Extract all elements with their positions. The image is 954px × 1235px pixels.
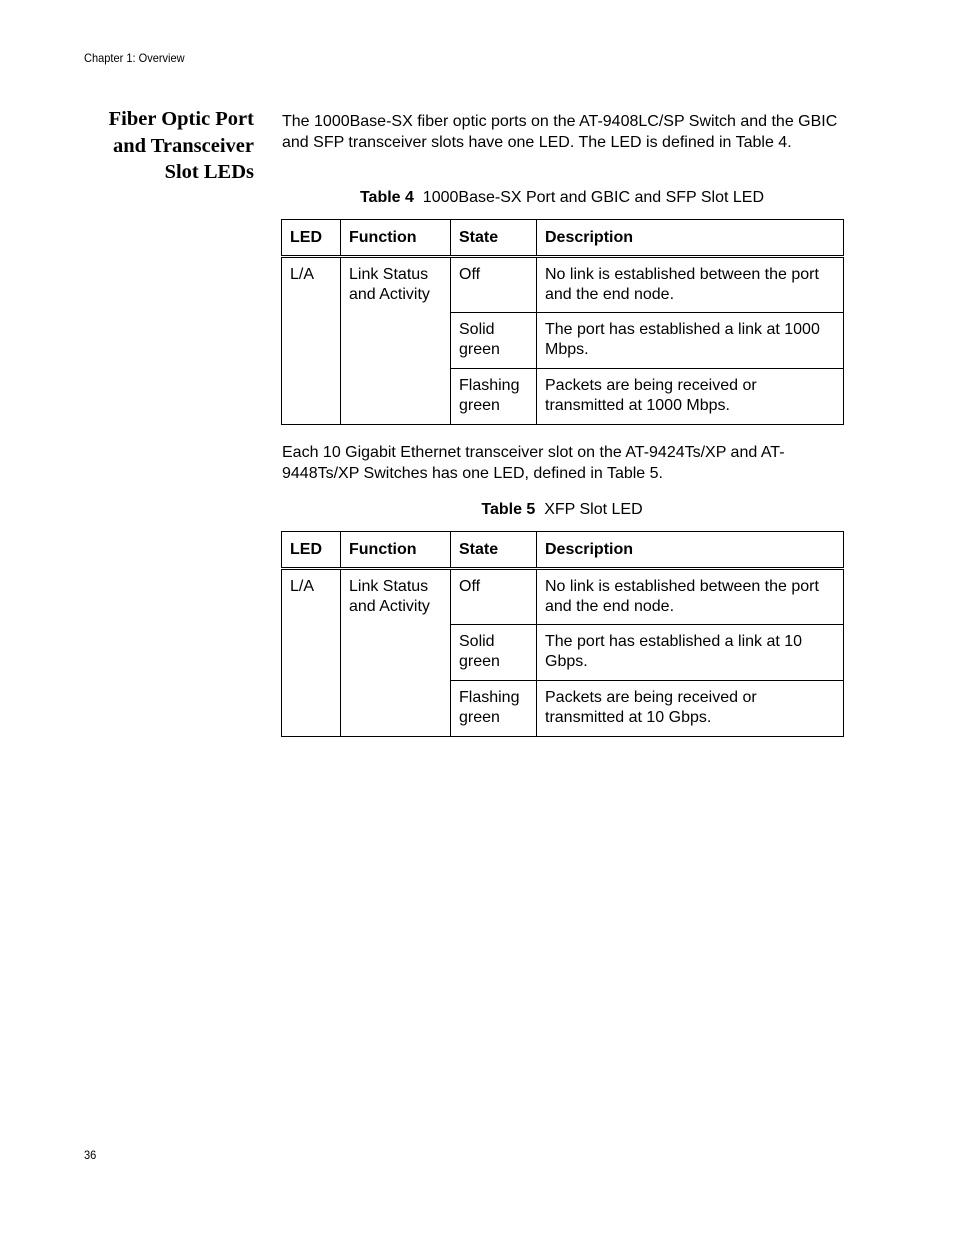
table-5-caption-label: Table 5 <box>481 501 536 518</box>
table-5-caption-text: XFP Slot LED <box>544 501 643 518</box>
section-heading <box>64 106 254 186</box>
state-cell: Off <box>451 569 537 625</box>
section-heading-line: Slot LEDs <box>164 161 254 183</box>
state-cell: Solid green <box>451 625 537 681</box>
running-header: Chapter 1: Overview <box>84 51 185 65</box>
state-cell: Flashing green <box>451 369 537 425</box>
state-cell: Solid green <box>451 313 537 369</box>
second-paragraph: Each 10 Gigabit Ethernet transceiver slot on the AT-9424Ts/XP and AT-9448Ts/XP Switches has one LED, defined in Table 5. <box>282 444 785 482</box>
section-heading-line: Fiber Optic Port <box>108 108 254 130</box>
table-4-caption <box>282 188 842 208</box>
column-header-description: Description <box>537 532 844 569</box>
description-cell: The port has established a link at 10 Gbps. <box>537 625 844 681</box>
column-header-state: State <box>451 220 537 257</box>
column-header-state: State <box>451 532 537 569</box>
table-5-caption <box>282 500 842 520</box>
table-5 <box>281 531 844 737</box>
led-cell: L/A <box>282 257 341 425</box>
description-cell: No link is established between the port and the end node. <box>537 257 844 313</box>
section-heading-line: and Transceiver <box>112 134 254 157</box>
table-row <box>282 257 844 313</box>
table-header-row <box>282 532 844 569</box>
description-cell: No link is established between the port and the end node. <box>537 569 844 625</box>
description-cell: The port has established a link at 1000 Mbps. <box>537 313 844 369</box>
column-header-function: Function <box>341 220 451 257</box>
table-row <box>282 569 844 625</box>
table-4-caption-label: Table 4 <box>359 189 414 206</box>
description-cell: Packets are being received or transmitted at 1000 Mbps. <box>537 369 844 425</box>
state-cell: Flashing green <box>451 681 537 737</box>
column-header-led: LED <box>282 532 341 569</box>
state-cell: Off <box>451 257 537 313</box>
description-cell: Packets are being received or transmitted at 10 Gbps. <box>537 681 844 737</box>
intro-paragraph: The 1000Base-SX fiber optic ports on the AT-9408LC/SP Switch and the GBIC and SFP transceiver slots have one LED. The LED is defined in Table 4. <box>282 113 838 151</box>
table-header-row <box>282 220 844 257</box>
table-4 <box>281 219 844 425</box>
function-cell: Link Status and Activity <box>341 569 451 737</box>
table-4-caption-text: 1000Base-SX Port and GBIC and SFP Slot LED <box>422 189 765 206</box>
column-header-description: Description <box>537 220 844 257</box>
page-number: 36 <box>84 1148 97 1162</box>
column-header-led: LED <box>282 220 341 257</box>
led-cell: L/A <box>282 569 341 737</box>
function-cell: Link Status and Activity <box>341 257 451 425</box>
column-header-function: Function <box>341 532 451 569</box>
